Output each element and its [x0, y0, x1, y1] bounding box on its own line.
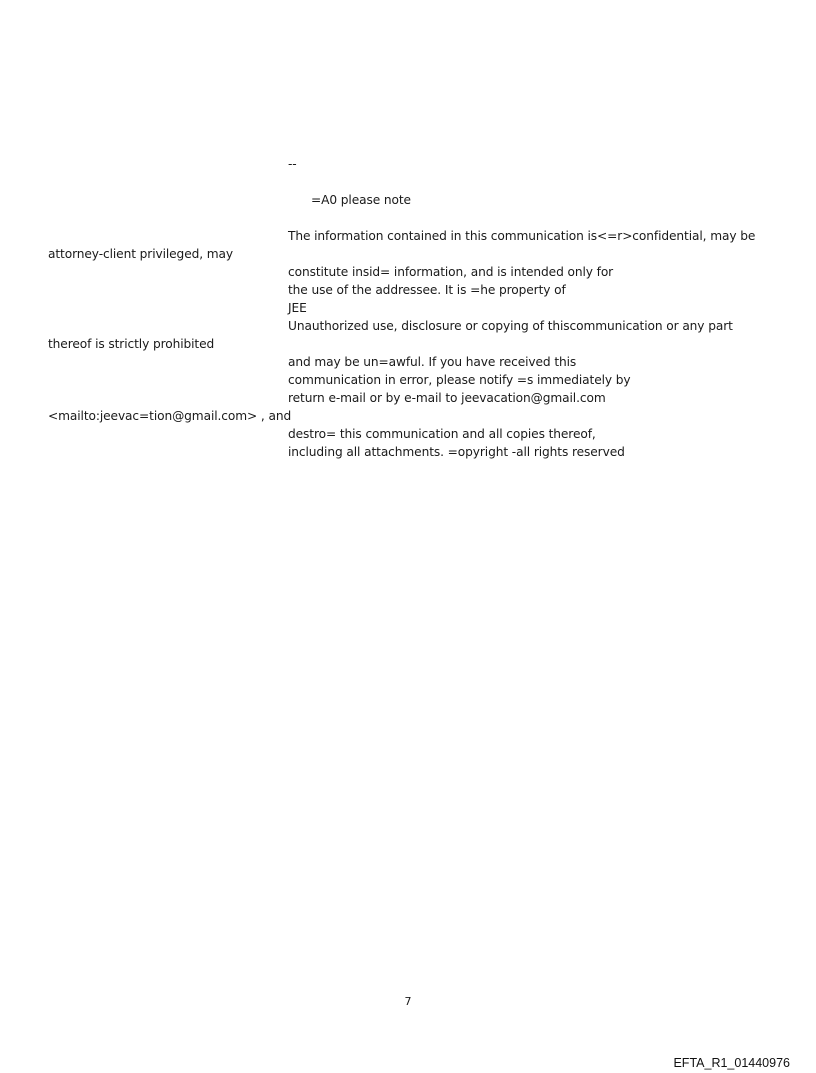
- disclaimer-line-4: the use of the addressee. It is =he property of: [288, 283, 566, 297]
- disclaimer-line-8: and may be un=awful. If you have received this: [288, 355, 577, 369]
- disclaimer-line-10: return e-mail or by e-mail to jeevacation@gmail.com: [288, 391, 606, 405]
- disclaimer-line-3: constitute insid= information, and is intended only for: [288, 265, 614, 279]
- disclaimer-line-5: JEE: [288, 301, 307, 315]
- note-heading: =A0 please note: [311, 193, 411, 207]
- disclaimer-line-9: communication in error, please notify =s immediately by: [288, 373, 631, 387]
- disclaimer-line-2: attorney-client privileged, may: [48, 247, 234, 261]
- signature-separator: --: [288, 157, 297, 171]
- disclaimer-line-13: including all attachments. =opyright -all rights reserved: [288, 445, 625, 459]
- disclaimer-line-6: Unauthorized use, disclosure or copying of thiscommunication or any part: [288, 319, 733, 333]
- page-number: 7: [404, 995, 412, 1008]
- disclaimer-line-7: thereof is strictly prohibited: [48, 337, 215, 351]
- disclaimer-line-12: destro= this communication and all copies thereof,: [288, 427, 596, 441]
- disclaimer-line-11: <mailto:jeevac=tion@gmail.com> , and: [48, 409, 292, 423]
- bates-number: EFTA_R1_01440976: [673, 1056, 790, 1070]
- disclaimer-line-1: The information contained in this communication is<=r>confidential, may be: [288, 229, 756, 243]
